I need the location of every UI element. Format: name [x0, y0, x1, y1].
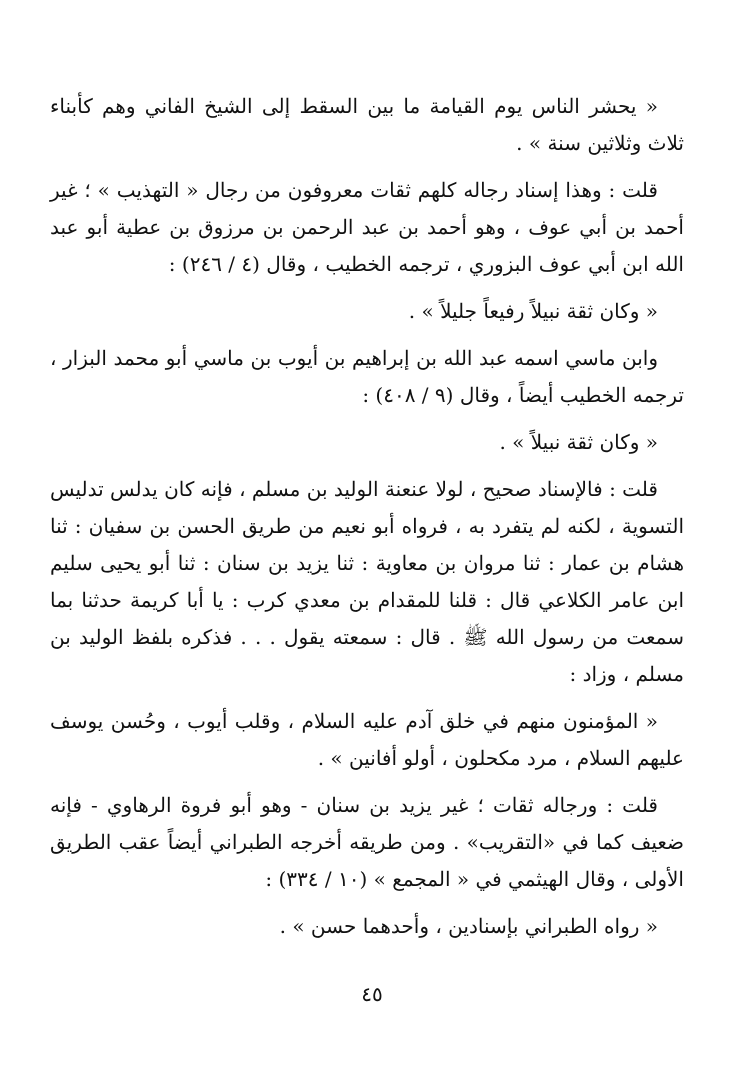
page-number: ٤٥	[361, 982, 383, 1006]
paragraph-rijal-thiqat: قلت : ورجاله ثقات ؛ غير يزيد بن سنان - وهو أبو فروة الرهاوي - فإنه ضعيف كما في «التقريب» . ومن طريقه أخرجه الطبراني أيضاً عقب الطريق الأولى ، وقال الهيثمي في « المجمع » (١٠ / ٣٣٤) :	[50, 793, 684, 891]
paragraph-muminun-quote: « المؤمنون منهم في خلق آدم عليه السلام ، وقلب أيوب ، وحُسن يوسف عليهم السلام ، مرد مكحلون ، أولو أفانين » .	[50, 709, 684, 770]
paragraph-isnad-commentary: قلت : وهذا إسناد رجاله كلهم ثقات معروفون من رجال « التهذيب » ؛ غير أحمد بن أبي عوف ، وهو أحمد بن عبد الرحمن بن مرزوق بن عطية أبو عبد الله ابن أبي عوف البزوري ، ترجمه الخطيب ، وقال (٤ / ٢٤٦) :	[50, 178, 684, 276]
paragraph-isnad-sahih: قلت : فالإسناد صحيح ، لولا عنعنة الوليد بن مسلم ، فإنه كان يدلس تدليس التسوية ، لكنه لم يتفرد به ، فرواه أبو نعيم من طريق الحسن بن سفيان : ثنا هشام بن عمار : ثنا مروان بن معاوية : ثنا يزيد بن سنان : ثنا أبو يحيى سليم ابن عامر الكلاعي قال : قلنا للمقدام بن معدي كرب : يا أبا كريمة حدثنا بما سمعت من رسول الله ﷺ . قال : سمعته يقول . . . فذكره بلفظ الوليد بن مسلم ، وزاد :	[50, 477, 684, 686]
paragraph-khatib-quote-1: « وكان ثقة نبيلاً رفيعاً جليلاً » .	[408, 299, 658, 323]
paragraph-tabarani-quote: « رواه الطبراني بإسنادين ، وأحدهما حسن » .	[279, 914, 658, 938]
body-text	[50, 88, 684, 945]
paragraph-khatib-quote-2: « وكان ثقة نبيلاً » .	[499, 430, 658, 454]
paragraph-hadith-quote: « يحشر الناس يوم القيامة ما بين السقط إلى الشيخ الفاني وهم كأبناء ثلاث وثلاثين سنة » .	[50, 94, 684, 155]
paragraph-ibn-masi: وابن ماسي اسمه عبد الله بن إبراهيم بن أيوب بن ماسي أبو محمد البزار ، ترجمه الخطيب أيضاً ، وقال (٩ / ٤٠٨) :	[50, 346, 684, 407]
